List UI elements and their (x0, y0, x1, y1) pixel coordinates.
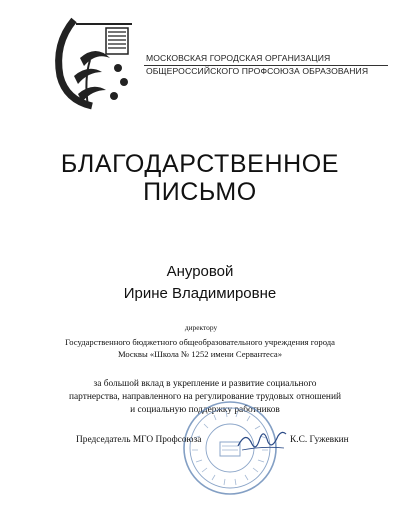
signatory-name: К.С. Гужевкин (290, 435, 349, 445)
document-title-line-1: БЛАГОДАРСТВЕННОЕ (60, 150, 340, 178)
header-rule (144, 65, 388, 66)
organization-line-2: ОБЩЕРОССИЙСКОГО ПРОФСОЮЗА ОБРАЗОВАНИЯ (146, 66, 369, 76)
organization-line-1: МОСКОВСКАЯ ГОРОДСКАЯ ОРГАНИЗАЦИЯ (146, 53, 331, 63)
handwritten-signature (236, 426, 288, 454)
merit-line-1: за большой вклад в укрепление и развитие социального (93, 379, 317, 389)
merit-line-2: партнерства, направленного на регулирование трудовых отношений (69, 392, 341, 402)
institution-line-2: Москвы «Школа № 1252 имени Сервантеса» (117, 349, 283, 359)
position-title: директору (184, 323, 218, 332)
document-title-line-2: ПИСЬМО (143, 178, 257, 206)
merit-line-3: и социальную поддержку работников (130, 405, 280, 415)
organization-name (146, 52, 398, 78)
recipient-surname: Ануровой (166, 263, 234, 280)
recipient-given-names: Ирине Владимировне (123, 285, 277, 302)
institution-line-1: Государственного бюджетного общеобразовательного учреждения города (65, 337, 335, 347)
union-emblem-icon (44, 14, 136, 112)
signatory-role: Председатель МГО Профсоюза (76, 435, 202, 445)
